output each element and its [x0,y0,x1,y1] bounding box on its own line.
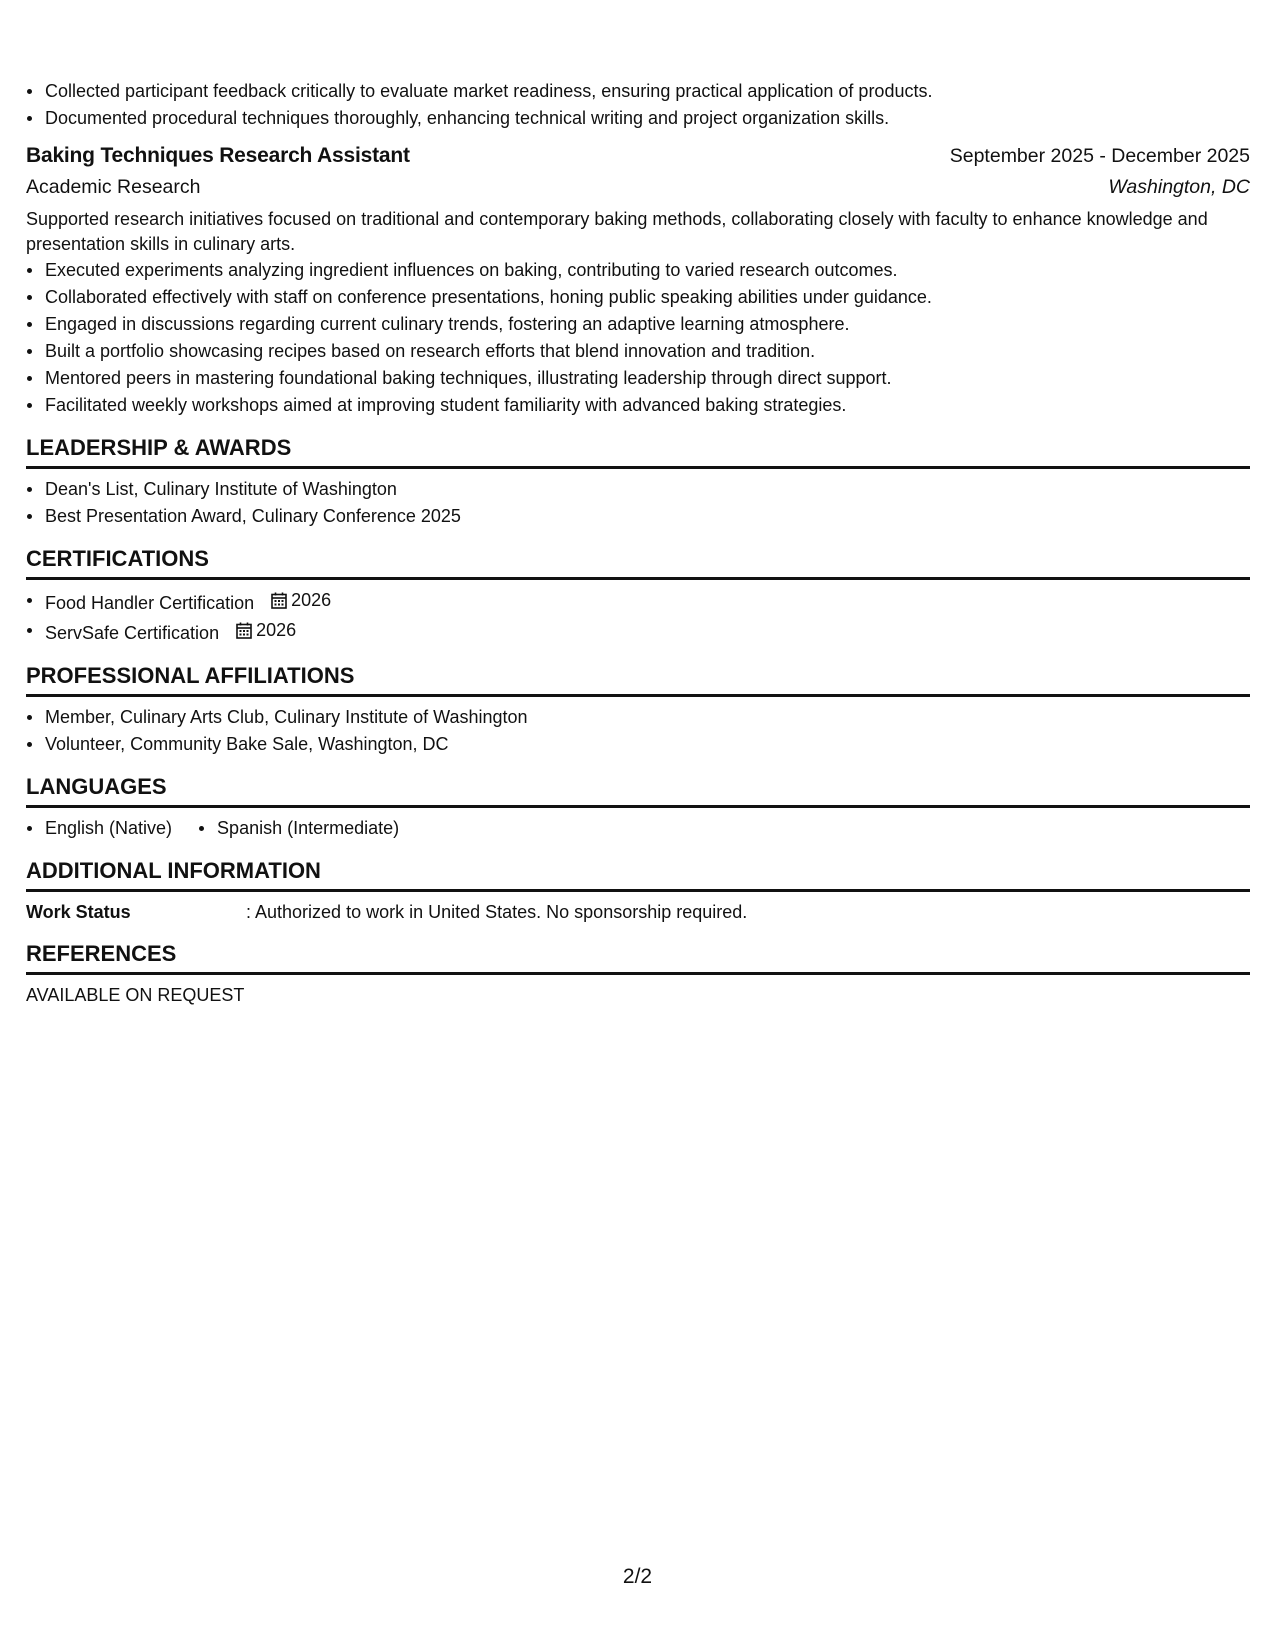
references-text: AVAILABLE ON REQUEST [26,985,245,1005]
list-item: Member, Culinary Arts Club, Culinary Institute of Washington [26,704,1250,731]
language-item: Spanish (Intermediate) [198,815,399,842]
job-dates: September 2025 - December 2025 [949,145,1250,167]
certification-year: 2026 [256,620,297,640]
calendar-icon [236,622,252,639]
work-status-label: Work Status [26,902,131,922]
references-section [26,939,1250,1008]
job-title: Baking Techniques Research Assistant [26,144,410,167]
additional-info-section [26,856,1250,925]
list-item: Best Presentation Award, Culinary Conference 2025 [26,503,1250,530]
list-item: Mentored peers in mastering foundational baking techniques, illustrating leadership through direct support. [26,365,1250,392]
affiliations-section [26,661,1250,758]
certifications-section [26,544,1250,647]
list-item: Facilitated weekly workshops aimed at improving student familiarity with advanced baking strategies. [26,392,1250,419]
language-item: English (Native) [26,815,172,842]
list-item: Engaged in discussions regarding current culinary trends, fostering an adaptive learning atmosphere. [26,311,1250,338]
certification-name: ServSafe Certification [45,623,220,643]
list-item: Collaborated effectively with staff on conference presentations, honing public speaking abilities under guidance. [26,284,1250,311]
list-item: Collected participant feedback critically to evaluate market readiness, ensuring practical application of products. [26,78,1250,105]
job-organization: Academic Research [26,176,201,198]
certification-item [26,617,1250,647]
previous-job-bullets [26,78,1250,132]
certification-item [26,587,1250,617]
job-entry [26,141,1250,419]
section-title: ADDITIONAL INFORMATION [26,856,1250,892]
section-title: LANGUAGES [26,772,1250,808]
page-number: 2/2 [622,1565,653,1588]
job-location: Washington, DC [1108,176,1250,198]
list-item: Volunteer, Community Bake Sale, Washington, DC [26,731,1250,758]
certification-year: 2026 [291,590,332,610]
resume-page [26,78,1250,1008]
certification-name: Food Handler Certification [45,593,255,613]
section-title: REFERENCES [26,939,1250,975]
section-title: LEADERSHIP & AWARDS [26,433,1250,469]
section-title: CERTIFICATIONS [26,544,1250,580]
list-item: Built a portfolio showcasing recipes based on research efforts that blend innovation and tradition. [26,338,1250,365]
job-bullets [26,257,1250,419]
list-item: Executed experiments analyzing ingredient influences on baking, contributing to varied research outcomes. [26,257,1250,284]
section-title: PROFESSIONAL AFFILIATIONS [26,661,1250,697]
work-status-value: : Authorized to work in United States. No sponsorship required. [246,902,748,922]
calendar-icon [271,592,287,609]
languages-section [26,772,1250,842]
job-summary: Supported research initiatives focused on traditional and contemporary baking methods, collaborating closely with faculty to enhance knowledge and presentation skills in culinary arts. [26,209,1208,254]
leadership-section [26,433,1250,530]
list-item: Documented procedural techniques thoroughly, enhancing technical writing and project organization skills. [26,105,1250,132]
list-item: Dean's List, Culinary Institute of Washington [26,476,1250,503]
